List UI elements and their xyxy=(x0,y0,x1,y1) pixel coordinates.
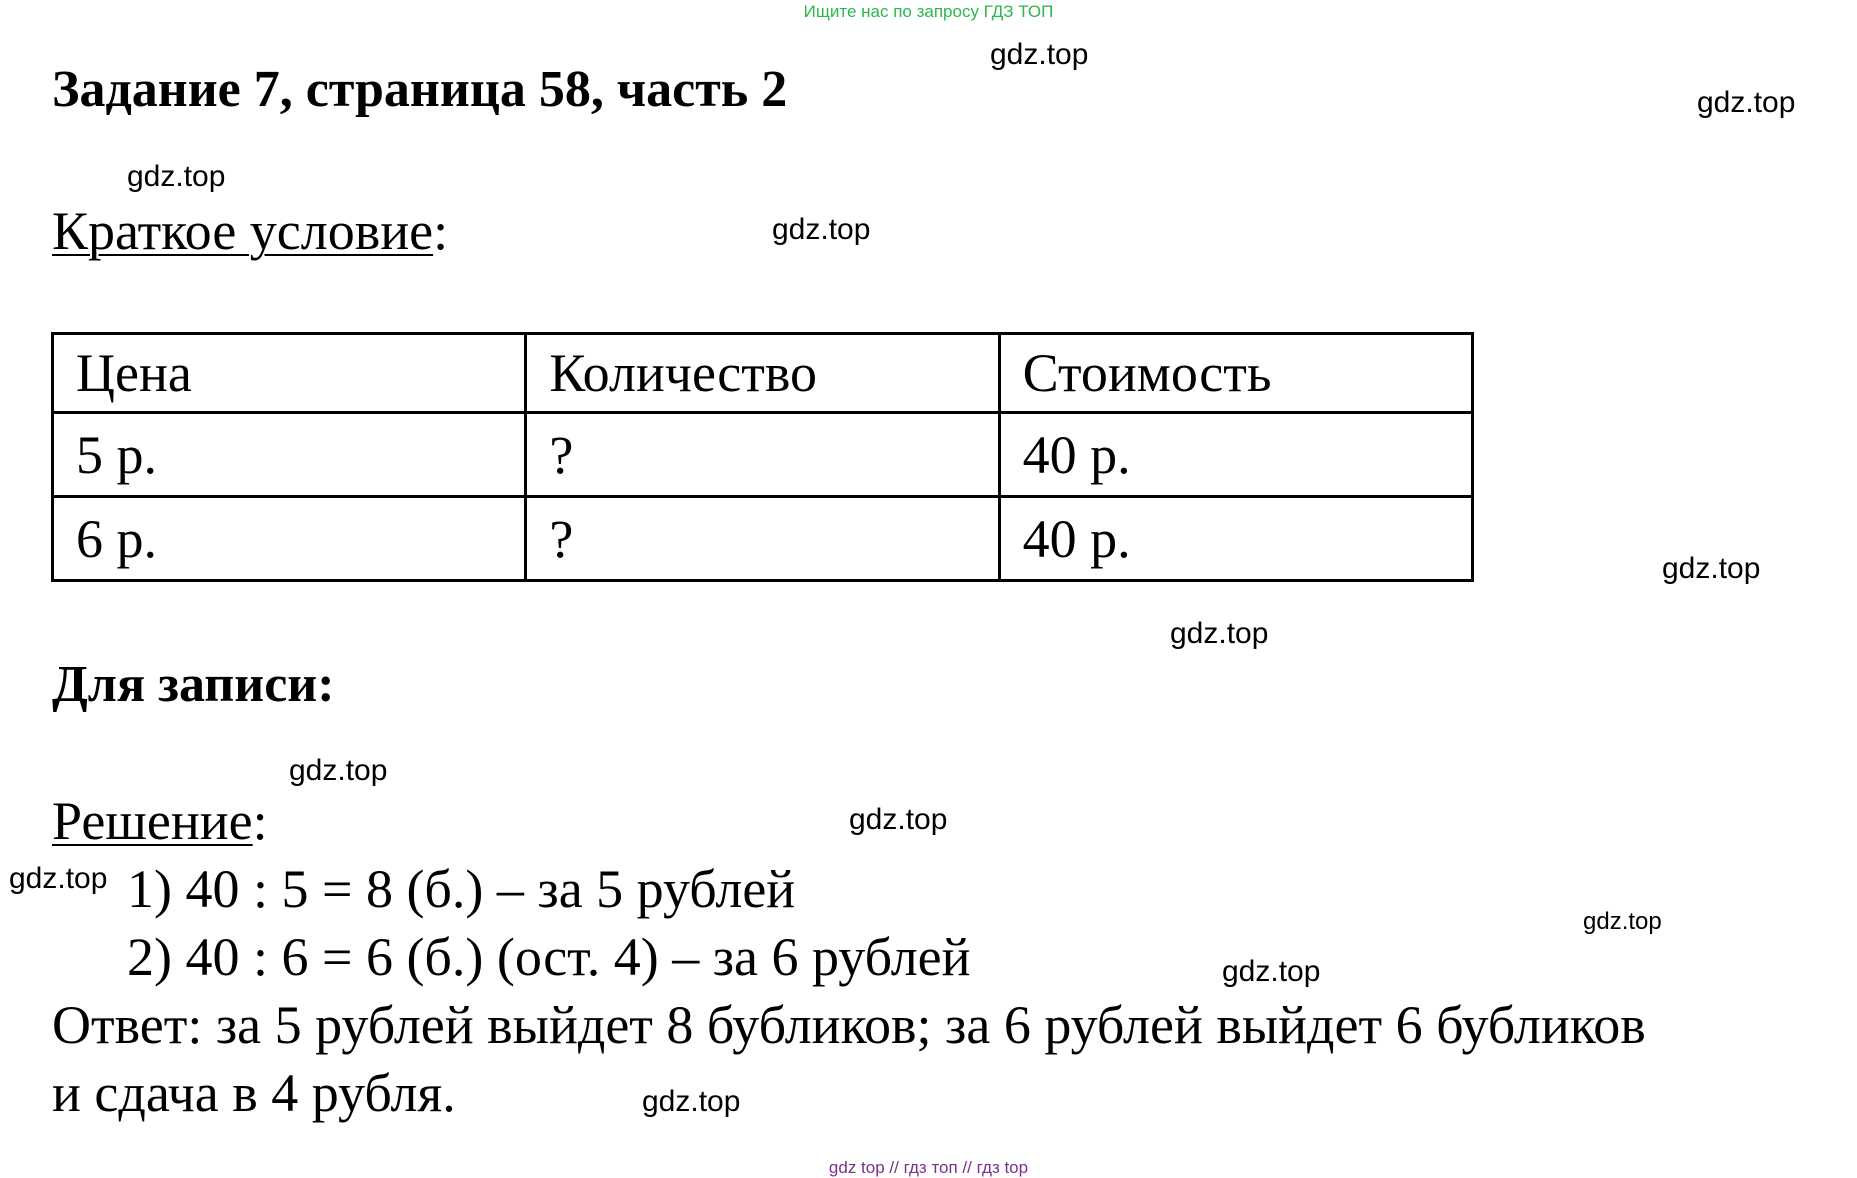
watermark: gdz.top xyxy=(1222,955,1321,988)
watermark: gdz.top xyxy=(849,803,948,836)
watermark: gdz.top xyxy=(990,38,1089,71)
table-cell: 40 р. xyxy=(999,413,1472,497)
table-cell: ? xyxy=(526,497,999,581)
table-cell: 6 р. xyxy=(53,497,526,581)
watermark: gdz.top xyxy=(1170,617,1269,650)
top-search-banner[interactable]: Ищите нас по запросу ГДЗ ТОП xyxy=(803,2,1054,21)
solution-heading xyxy=(52,790,268,852)
watermark: gdz.top xyxy=(1697,86,1796,119)
table-cell: 5 р. xyxy=(53,413,526,497)
watermark: gdz.top xyxy=(772,213,871,246)
condition-heading-text: Краткое условие xyxy=(52,201,434,261)
watermark: gdz.top xyxy=(9,862,108,895)
table-cell: ? xyxy=(526,413,999,497)
watermark: gdz.top xyxy=(127,160,226,193)
watermark: gdz.top xyxy=(642,1085,741,1118)
table-header-cell: Цена xyxy=(53,334,526,413)
table-header-row xyxy=(53,334,1473,413)
solution-heading-colon: : xyxy=(252,791,268,851)
condition-table xyxy=(51,332,1474,582)
watermark: gdz.top xyxy=(1662,552,1761,585)
answer-line: и сдача в 4 рубля. xyxy=(52,1063,456,1123)
table-cell: 40 р. xyxy=(999,497,1472,581)
footer-links[interactable]: gdz top // гдз топ // гдз top xyxy=(828,1158,1029,1177)
table-row xyxy=(53,497,1473,581)
solution-step: 2) 40 : 6 = 6 (б.) (ост. 4) – за 6 рублей xyxy=(127,927,971,987)
solution-heading-text: Решение xyxy=(52,791,253,851)
watermark: gdz.top xyxy=(289,754,388,787)
condition-heading xyxy=(52,200,448,262)
record-heading: Для записи: xyxy=(52,656,335,713)
table-header-cell: Стоимость xyxy=(999,334,1472,413)
answer-line: Ответ: за 5 рублей выйдет 8 бубликов; за 6 рублей выйдет 6 бубликов xyxy=(52,995,1646,1055)
solution-step: 1) 40 : 5 = 8 (б.) – за 5 рублей xyxy=(127,859,796,919)
condition-heading-colon: : xyxy=(433,201,449,261)
watermark: gdz.top xyxy=(1583,908,1662,935)
table-header-cell: Количество xyxy=(526,334,999,413)
table-row xyxy=(53,413,1473,497)
page-title: Задание 7, страница 58, часть 2 xyxy=(52,61,788,118)
